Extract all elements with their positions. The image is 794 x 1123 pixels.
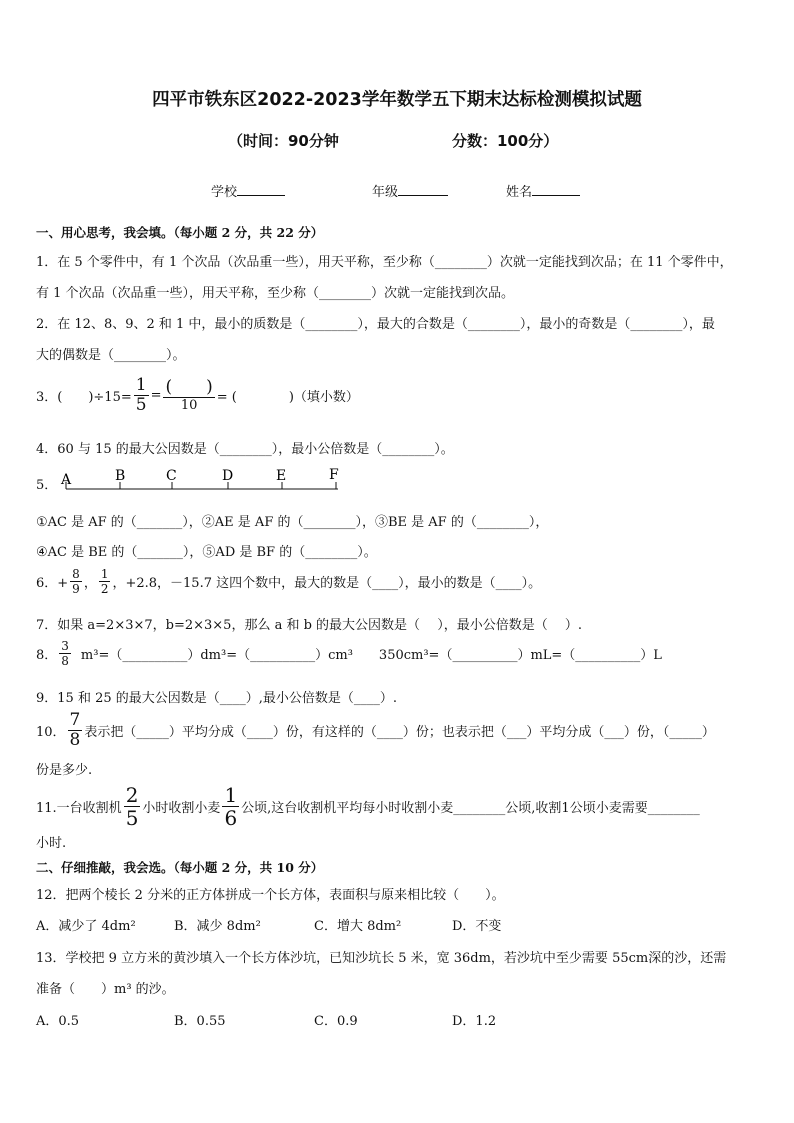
page-title: 四平市铁东区2022-2023学年数学五下期末达标检测模拟试题 — [152, 90, 642, 110]
q6: 6．+ $\frac{8}{9}$ ， $\frac{1}{2}$ ，+2.8，－15.7 这四个数中，最大的数是（____），最小的数是（____）。 — [36, 567, 542, 596]
q5-segment-diagram — [58, 464, 348, 494]
q13-line-2: 准备（ ）m³ 的沙。 — [36, 982, 175, 997]
q4: 4．60 与 15 的最大公因数是（________），最小公倍数是（________）。 — [36, 442, 454, 457]
section-1-heading: 一、用心思考，我会填。（每小题 2 分，共 22 分） — [36, 225, 324, 240]
q13-line-1: 13．学校把 9 立方米的黄沙填入一个长方体沙坑，已知沙坑长 5 米，宽 36dm，若沙坑中至少需要 55cm深的沙，还需 — [36, 951, 727, 966]
grade-field — [372, 181, 448, 200]
school-field — [211, 181, 285, 200]
grade-blank[interactable] — [398, 183, 448, 196]
name-blank[interactable] — [532, 183, 580, 196]
q3-prefix: 3．( )÷15= — [36, 390, 132, 405]
q13-option-d[interactable]: D．1.2 — [452, 1014, 497, 1029]
q9: 9．15 和 25 的最大公因数是（____）,最小公倍数是（____）. — [36, 691, 398, 706]
q3: 3．( )÷15= $\frac{1}{5}$ = $\frac{( )}{10}$ = ( )（填小数） — [36, 375, 359, 415]
q10-fraction: $\frac{7}{8}$ — [69, 710, 81, 750]
q3-suffix: = ( )（填小数） — [216, 390, 359, 405]
q13-option-a[interactable]: A．0.5 — [36, 1014, 80, 1029]
q6-fraction-2: $\frac{1}{2}$ — [100, 567, 109, 596]
school-label: 学校 — [211, 185, 238, 200]
q7: 7．如果 a=2×3×7，b=2×3×5，那么 a 和 b 的最大公因数是（ ），最小公倍数是（ ）. — [36, 618, 582, 633]
q8: 8． $\frac{3}{8}$ m³=（__________）dm³=（__________）cm³ 350cm³=（__________）mL=（__________）L — [36, 639, 662, 668]
q5-line-2: ④AC 是 BE 的（_______），⑤AD 是 BF 的（________）。 — [36, 545, 377, 560]
q1-line-2: 有 1 个次品（次品重一些），用天平称，至少称（________）次就一定能找到次品。 — [36, 286, 515, 301]
point-label-b: B — [115, 468, 126, 484]
q11-fraction-1: $\frac{2}{5}$ — [125, 783, 139, 830]
q11: 11.一台收割机 $\frac{2}{5}$ 小时收割小麦 $\frac{1}{6}$ 公顷,这台收割机平均每小时收割小麦________公顷,收割1公顷小麦需要________ — [36, 783, 700, 830]
q10-line-2: 份是多少. — [36, 763, 93, 778]
q12-stem: 12．把两个棱长 2 分米的正方体拼成一个长方体，表面积与原来相比较（ ）。 — [36, 888, 505, 903]
q3-fraction-1: $\frac{1}{5}$ — [135, 375, 147, 415]
q12-option-c[interactable]: C．增大 8dm² — [314, 919, 402, 934]
q1-line-1: 1．在 5 个零件中，有 1 个次品（次品重一些），用天平称，至少称（________）次就一定能找到次品；在 11 个零件中， — [36, 255, 733, 270]
q12-option-d[interactable]: D．不变 — [452, 919, 502, 934]
point-label-e: E — [276, 468, 287, 484]
point-label-d: D — [222, 468, 234, 484]
point-label-f: F — [329, 467, 339, 483]
q5-line-1: ①AC 是 AF 的（_______），②AE 是 AF 的（________），③BE 是 AF 的（________）， — [36, 515, 549, 530]
q10: 10． $\frac{7}{8}$ 表示把（_____）平均分成（____）份，有这样的（____）份；也表示把（___）平均分成（___）份，（_____） — [36, 710, 715, 750]
exam-score: 分数：100分） — [452, 132, 559, 150]
school-blank[interactable] — [237, 183, 285, 196]
q2-line-1: 2．在 12、8、9、2 和 1 中，最小的质数是（________），最大的合数是（________），最小的奇数是（________），最 — [36, 317, 715, 332]
q12-option-b[interactable]: B．减少 8dm² — [174, 919, 261, 934]
q12-option-a[interactable]: A．减少了 4dm² — [36, 919, 136, 934]
q5-prefix: 5． — [36, 478, 58, 493]
q6-fraction-1: $\frac{8}{9}$ — [72, 567, 80, 596]
q8-fraction: $\frac{3}{8}$ — [61, 639, 69, 668]
section-2-heading: 二、仔细推敲，我会选。（每小题 2 分，共 10 分） — [36, 860, 324, 875]
q11-fraction-2: $\frac{1}{6}$ — [224, 783, 238, 830]
q2-line-2: 大的偶数是（________）。 — [36, 348, 186, 363]
name-label: 姓名 — [506, 185, 533, 200]
name-field — [506, 181, 580, 200]
q13-option-b[interactable]: B．0.55 — [174, 1014, 226, 1029]
exam-time: （时间：90分钟 — [228, 132, 339, 150]
q3-fraction-2: $\frac{( )}{10}$ — [165, 377, 213, 413]
q13-option-c[interactable]: C．0.9 — [314, 1014, 358, 1029]
point-label-c: C — [166, 468, 177, 484]
point-label-a: A — [61, 472, 72, 488]
grade-label: 年级 — [372, 185, 399, 200]
q11-line-2: 小时. — [36, 836, 67, 851]
